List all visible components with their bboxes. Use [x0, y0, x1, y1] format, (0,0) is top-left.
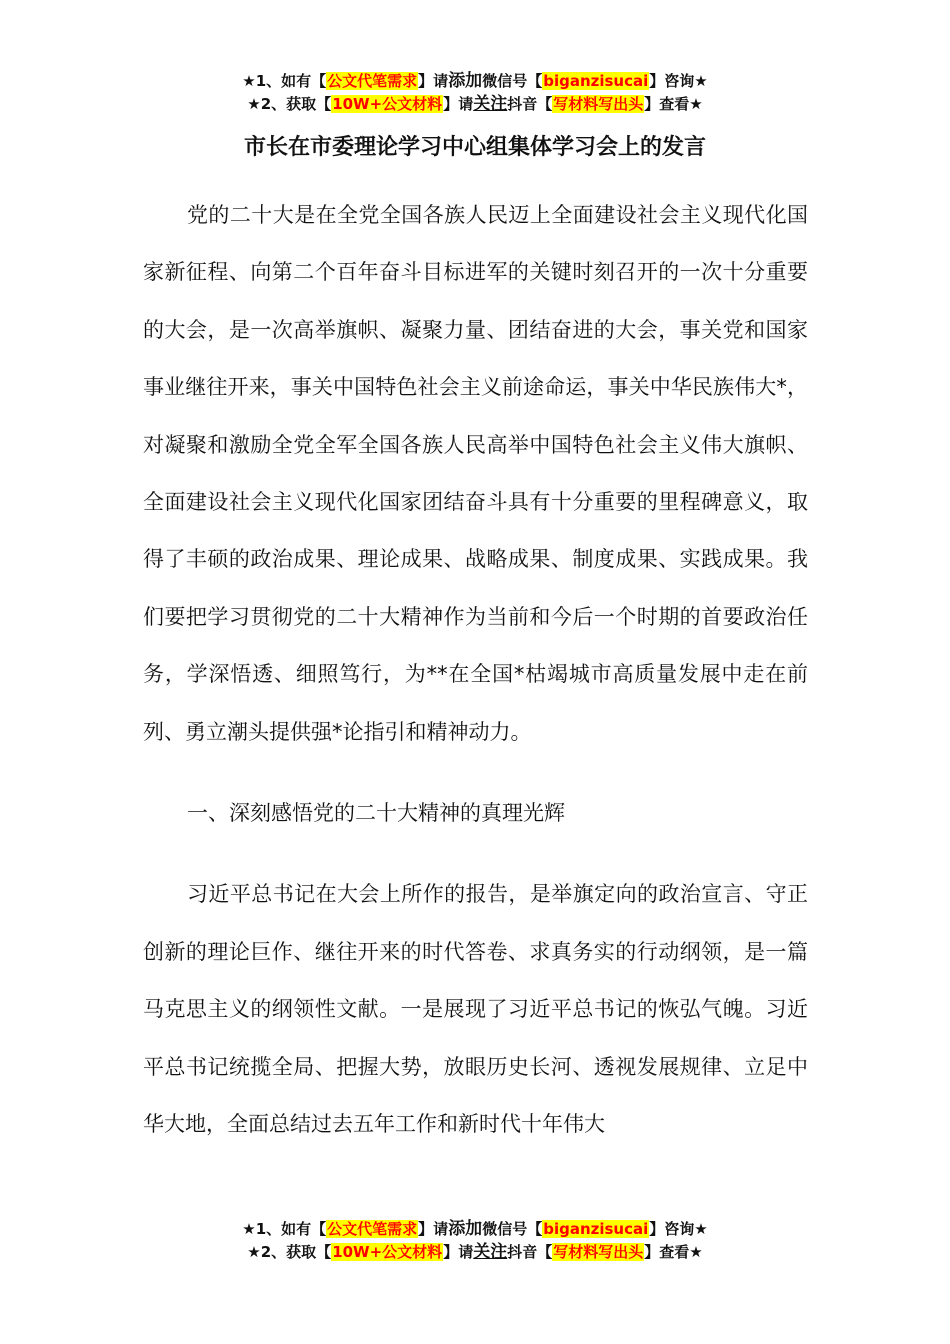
paragraph-gap: [143, 842, 808, 866]
banner-highlight: biganzisucai: [543, 1220, 649, 1238]
banner-text: ★1、如有【: [242, 1220, 327, 1238]
banner-emphasis: 关注: [473, 94, 508, 114]
banner-highlight: 写材料写出头: [553, 95, 644, 113]
banner-emphasis: 添加: [448, 1219, 483, 1239]
banner-line-1: [0, 70, 950, 93]
page-title: 市长在市委理论学习中心组集体学习会上的发言: [243, 135, 706, 160]
banner-highlight: 公文代笔需求: [327, 72, 418, 90]
banner-line-1: [0, 1218, 950, 1241]
section-heading: 一、深刻感悟党的二十大精神的真理光辉: [187, 801, 565, 826]
banner-text: ★2、获取【: [247, 1243, 332, 1261]
banner-text: 】查看★: [644, 1243, 703, 1261]
document-body: [143, 187, 808, 1154]
header-banner: [0, 70, 950, 116]
banner-text: 微信号【: [482, 1220, 543, 1238]
banner-text: 】请: [443, 1243, 474, 1261]
banner-highlight: 10W+公文材料: [332, 1243, 443, 1261]
banner-text: 】咨询★: [649, 72, 708, 90]
banner-highlight: 写材料写出头: [553, 1243, 644, 1261]
banner-text: 】查看★: [644, 95, 703, 113]
paragraph: 习近平总书记在大会上所作的报告，是举旗定向的政治宣言、守正创新的理论巨作、继往开来的时代答卷、求真务实的行动纲领，是一篇马克思主义的纲领性文献。一是展现了习近平总书记的恢弘气魄。习近平总书记统揽全局、把握大势，放眼历史长河、透视发展规律、立足中华大地，全面总结过去五年工作和新时代十年伟大: [143, 882, 808, 1137]
banner-highlight: biganzisucai: [543, 72, 649, 90]
banner-text: ★1、如有【: [242, 72, 327, 90]
banner-text: 】咨询★: [649, 1220, 708, 1238]
banner-text: 】请: [418, 1220, 449, 1238]
banner-emphasis: 关注: [473, 1242, 508, 1262]
footer-banner: [0, 1218, 950, 1264]
banner-text: 微信号【: [482, 72, 543, 90]
banner-text: ★2、获取【: [247, 95, 332, 113]
banner-line-2: [0, 1241, 950, 1264]
banner-highlight: 公文代笔需求: [327, 1220, 418, 1238]
banner-line-2: [0, 93, 950, 116]
paragraph: 党的二十大是在全党全国各族人民迈上全面建设社会主义现代化国家新征程、向第二个百年奋斗目标进军的关键时刻召开的一次十分重要的大会，是一次高举旗帜、凝聚力量、团结奋进的大会，事关党和国家事业继往开来，事关中国特色社会主义前途命运，事关中华民族伟大*，对凝聚和激励全党全军全国各族人民高举中国特色社会主义伟大旗帜、全面建设社会主义现代化国家团结奋斗具有十分重要的里程碑意义，取得了丰硕的政治成果、理论成果、战略成果、制度成果、实践成果。我们要把学习贯彻党的二十大精神作为当前和今后一个时期的首要政治任务，学深悟透、细照笃行，为**在全国*枯竭城市高质量发展中走在前列、勇立潮头提供强*论指引和精神动力。: [143, 203, 808, 744]
banner-text: 】请: [443, 95, 474, 113]
banner-text: 】请: [418, 72, 449, 90]
banner-highlight: 10W+公文材料: [332, 95, 443, 113]
banner-emphasis: 添加: [448, 71, 483, 91]
banner-text: 抖音【: [507, 95, 553, 113]
banner-text: 抖音【: [507, 1243, 553, 1261]
paragraph-gap: [143, 761, 808, 785]
